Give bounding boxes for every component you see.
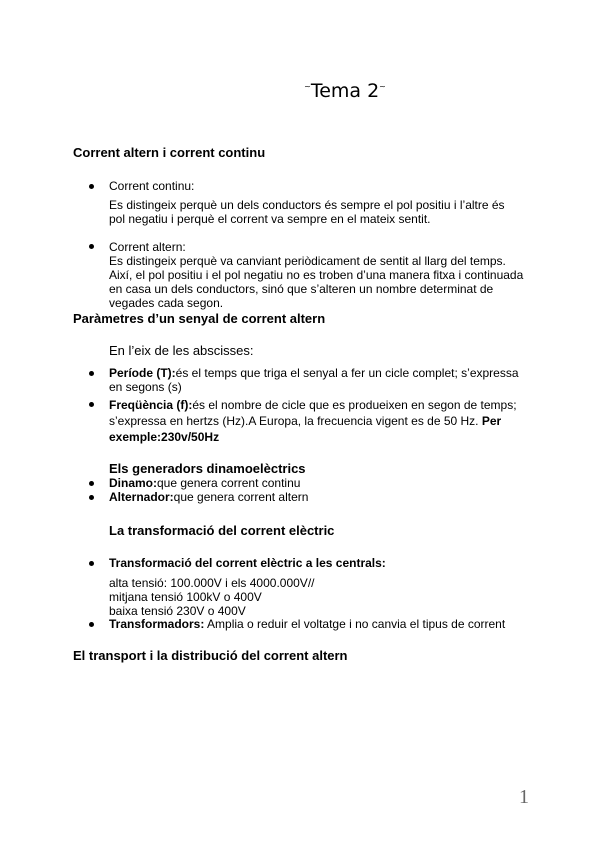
dinamo-text: que genera corrent continu <box>157 476 301 490</box>
ac-line-1: Es distingeix perquè va canviant periòdicament de sentit al llarg del temps. <box>109 254 506 268</box>
freq-text-1: és el nombre de cicle que es produeixen en segon de temps; <box>192 398 517 412</box>
alternador-term: Alternador: <box>109 490 174 504</box>
title-ornament-right: ~ <box>379 82 386 91</box>
title-text: Tema 2 <box>310 80 380 102</box>
periode-term: Període (T): <box>109 366 176 380</box>
bullet-ac <box>89 244 94 249</box>
dc-line-2: pol negatiu i perquè el corrent va sempre en el mateix sentit. <box>109 212 431 226</box>
freq-example-a: Per <box>481 414 502 428</box>
periode-text-1: és el temps que triga el senyal a fer un cicle complet; s’expressa <box>175 366 519 380</box>
title-ornament-left: ~ <box>304 82 311 91</box>
dc-line-1: Es distingeix perquè un dels conductors és sempre el pol positiu i l’altre és <box>109 198 505 212</box>
alternador-text: que genera corrent altern <box>173 490 309 504</box>
section-heading-ac-dc: Corrent altern i corrent continu <box>73 145 266 160</box>
freq-example-b: exemple:230v/50Hz <box>109 430 220 444</box>
section-heading-transformation: La transformació del corrent elèctric <box>109 523 335 538</box>
freq-line-1 <box>109 398 517 412</box>
section-heading-generators: Els generadors dinamoelèctrics <box>109 461 306 476</box>
bullet-transformadors <box>89 622 94 627</box>
bullet-dinamo <box>89 481 94 486</box>
section-heading-parameters: Paràmetres d’un senyal de corrent altern <box>73 311 326 326</box>
periode-line-1 <box>109 366 519 380</box>
alternador-line <box>109 490 308 504</box>
freq-term: Freqüència (f): <box>109 398 193 412</box>
tension-line-2: mitjana tensió 100kV o 400V <box>109 590 262 604</box>
tension-line-1: alta tensió: 100.000V i els 4000.000V// <box>109 576 315 590</box>
page-number: 1 <box>519 786 529 808</box>
transformadors-term: Transformadors: <box>109 617 205 631</box>
bullet-periode <box>89 371 94 376</box>
ac-line-3: en casa un dels conductors, sinó que s’alteren un nombre determinat de <box>109 282 494 296</box>
transformadors-line <box>109 617 505 631</box>
periode-line-2: en segons (s) <box>109 380 182 394</box>
bullet-frequencia <box>89 402 94 407</box>
dc-label: Corrent continu: <box>109 179 195 193</box>
dinamo-line <box>109 476 300 490</box>
ac-line-4: vegades cada segon. <box>109 296 224 310</box>
dinamo-term: Dinamo: <box>109 476 157 490</box>
freq-line-2 <box>109 414 501 428</box>
parameters-intro: En l’eix de les abscisses: <box>109 343 254 358</box>
ac-line-2: Així, el pol positiu i el pol negatiu no es troben d’una manera fitxa i continuada <box>109 268 524 282</box>
bullet-centrals <box>89 561 94 566</box>
document-title <box>0 80 600 102</box>
section-heading-transport: El transport i la distribució del corrent altern <box>73 648 348 663</box>
transformadors-text: Amplia o reduir el voltatge i no canvia el tipus de corrent <box>204 617 506 631</box>
ac-label: Corrent altern: <box>109 240 186 254</box>
freq-text-2: s’expressa en hertzs (Hz).A Europa, la frecuencia vigent es de 50 Hz. <box>109 414 482 428</box>
bullet-alternador <box>89 495 94 500</box>
bullet-dc <box>89 184 94 189</box>
centrals-label: Transformació del corrent elèctric a les centrals: <box>109 556 386 570</box>
tension-line-3: baixa tensió 230V o 400V <box>109 604 246 618</box>
